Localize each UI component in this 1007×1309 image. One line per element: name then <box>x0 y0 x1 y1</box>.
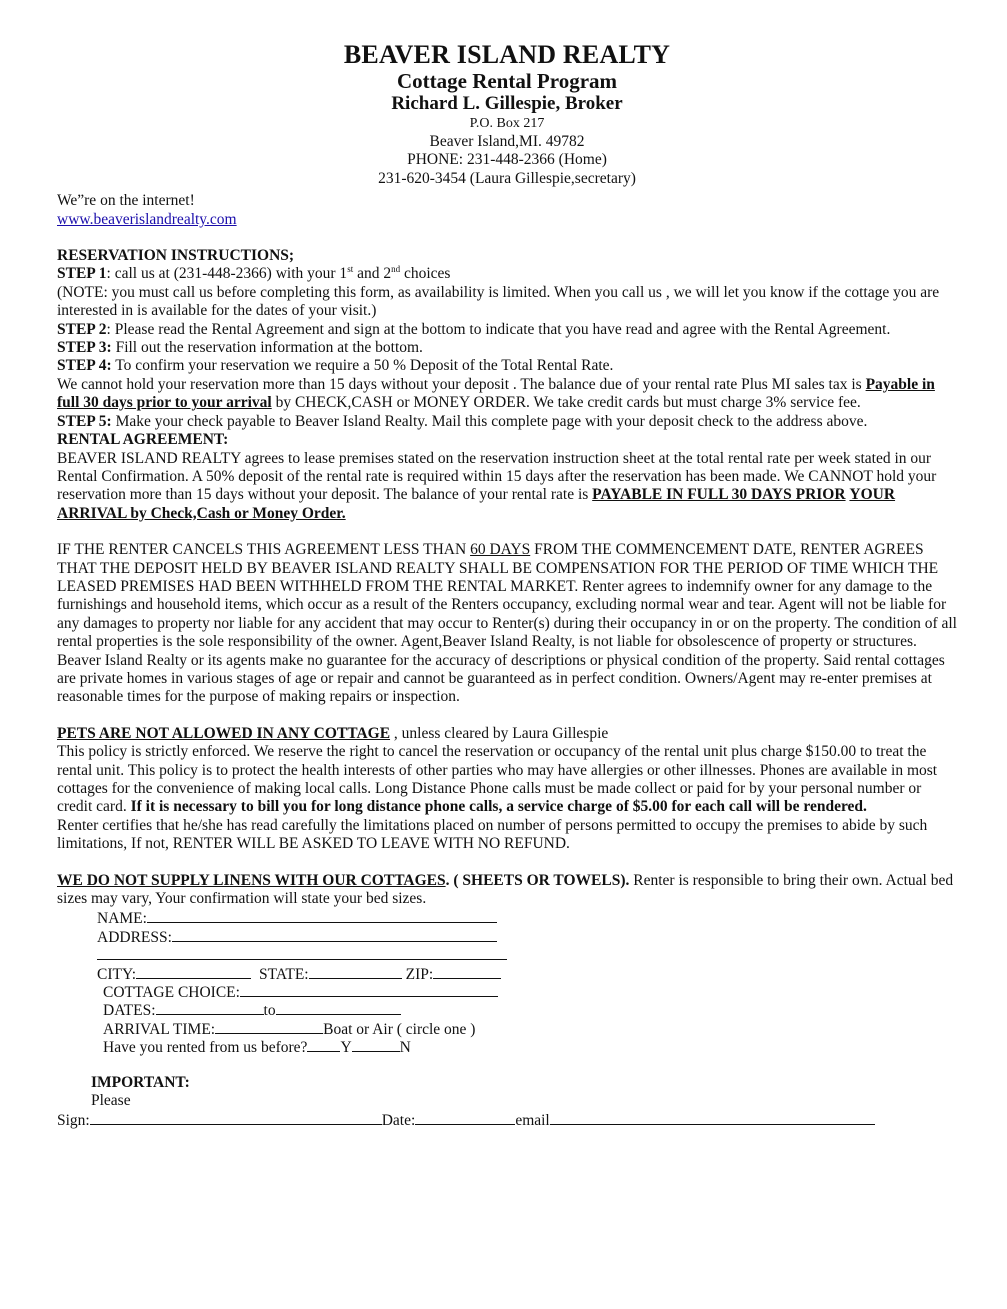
phone-line-secretary: 231-620-3454 (Laura Gillespie,secretary) <box>378 169 636 187</box>
linens-notice: WE DO NOT SUPPLY LINENS WITH OUR COTTAGES. ( SHEETS OR TOWELS). Renter is responsible to bring their own. Actual bed sizes may vary, Your confirmation will state your bed sizes. <box>57 871 954 908</box>
step-3: STEP 3: Fill out the reservation information at the bottom. <box>57 339 423 357</box>
date-to-field[interactable] <box>276 1000 401 1015</box>
rental-form-page <box>57 40 957 1131</box>
state-field[interactable] <box>309 964 402 979</box>
deposit-terms: We cannot hold your reservation more than 15 days without your deposit . The balance due of your rental rate Plus MI sales tax is Payable in full 30 days prior to your arrival by CHECK,CASH or MONEY ORDER. We take credit cards but must charge 3% service fee. <box>57 375 935 412</box>
email-field[interactable] <box>550 1110 875 1125</box>
cancellation-paragraph: IF THE RENTER CANCELS THIS AGREEMENT LESS THAN 60 DAYS FROM THE COMMENCEMENT DATE, RENTER AGREES THAT THE DEPOSIT HELD BY BEAVER ISLAND REALTY SHALL BE COMPENSATION FOR THE PERIOD OF TIME WHICH THE LEASED PREMISES HAD BEEN WITHHELD FROM THE RENTAL MARKET. Renter agrees to indemnify owner for any damage to the furnishings and household items, which occur as a result of the Renters occupancy, excluding normal wear and tear. Agent will not be liable for any damages to property nor liable for any accident that may occur to Renter(s) during their occupancy in or on the property. The condition of all rental properties is the sole responsibility of the owner. Agent,Beaver Island Realty, is not liable for obsolescence of property or structures. Beaver Island Realty or its agents make no guarantee for the accuracy of descriptions or physical condition of the property. Said rental cottages are private homes in various stages of age or repair and cannot be guaranteed as in perfect condition. Owners/Agent may re-enter premises at reasonable times for the purpose of making repairs or inspection. <box>57 541 957 706</box>
agreement-heading: RENTAL AGREEMENT: <box>57 431 229 449</box>
broker-name: Richard L. Gillespie, Broker <box>391 93 623 114</box>
address-field[interactable] <box>172 927 497 942</box>
date-from-field[interactable] <box>156 1000 264 1015</box>
po-box: P.O. Box 217 <box>469 116 545 131</box>
city-line: Beaver Island,MI. 49782 <box>429 133 585 150</box>
step-1-note: (NOTE: you must call us before completing this form, as availability is limited. When you call us , we will let you know if the cottage you are interested in is available for the dates of your visit.) <box>57 283 940 320</box>
step-2: STEP 2: Please read the Rental Agreement and sign at the bottom to indicate that you have read and agree with the Rental Agreement. <box>57 320 891 338</box>
city-state-zip-row: CITY: STATE: ZIP: <box>97 964 957 982</box>
sign-date-field[interactable] <box>415 1110 515 1125</box>
cottage-row: COTTAGE CHOICE: <box>103 982 957 1000</box>
arrival-time-field[interactable] <box>215 1019 323 1034</box>
dates-row: DATES: to <box>103 1000 957 1018</box>
step-5: STEP 5: Make your check payable to Beaver Island Realty. Mail this complete page with your deposit check to the address above. <box>57 412 868 430</box>
important-label: IMPORTANT: <box>91 1073 190 1091</box>
letterhead <box>57 40 957 188</box>
rented-before-row: Have you rented from us before? Y N <box>103 1039 411 1057</box>
pets-heading: PETS ARE NOT ALLOWED IN ANY COTTAGE , unless cleared by Laura Gillespie <box>57 724 609 742</box>
zip-field[interactable] <box>433 964 501 979</box>
cottage-choice-field[interactable] <box>240 982 498 997</box>
name-row: NAME: <box>97 908 957 926</box>
signature-field[interactable] <box>90 1110 382 1125</box>
no-field[interactable] <box>352 1037 400 1052</box>
pets-policy: This policy is strictly enforced. We reserve the right to cancel the reservation or occupancy of the rental unit plus charge $150.00 to treat the rental unit. This policy is to protect the health interests of other parties who may have allergies or other illnesses. Phones are available in most cottages for the convenience of making local calls. Long Distance Phone calls must be made collect or paid for by your personal number or credit card. If it is necessary to bill you for long distance phone calls, a service charge of $5.00 for each call will be rendered. <box>57 743 938 816</box>
please-text: Please <box>91 1091 131 1109</box>
important-block <box>91 1074 957 1111</box>
agreement-paragraph: BEAVER ISLAND REALTY agrees to lease premises stated on the reservation instruction sheet at the total rental rate per week stated in our Rental Confirmation. A 50% deposit of the rental rate is required within 15 days after the reservation has been made. We CANNOT hold your reservation more than 15 days without your deposit. The balance of your rental rate is PAYABLE IN FULL 30 DAYS PRIOR YOUR ARRIVAL by Check,Cash or Money Order. <box>57 449 937 522</box>
yes-field[interactable] <box>307 1037 340 1052</box>
program-title: Cottage Rental Program <box>396 69 618 93</box>
city-field[interactable] <box>136 964 251 979</box>
reservation-form <box>97 908 957 1055</box>
signature-row: Sign: Date: email <box>57 1110 957 1130</box>
internet-note: We”re on the internet! <box>57 192 195 210</box>
address-row: ADDRESS: <box>97 927 957 945</box>
address-line-2 <box>97 945 957 963</box>
address-field-2[interactable] <box>97 945 507 960</box>
instructions-heading: RESERVATION INSTRUCTIONS; <box>57 247 295 265</box>
phone-line: PHONE: 231-448-2366 (Home) <box>407 151 607 169</box>
website-link[interactable]: www.beaverislandrealty.com <box>57 210 237 228</box>
company-name: BEAVER ISLAND REALTY <box>343 40 671 69</box>
step-1: STEP 1: call us at (231-448-2366) with your 1st and 2nd choices <box>57 264 451 283</box>
name-field[interactable] <box>147 908 497 923</box>
step-4: STEP 4: To confirm your reservation we require a 50 % Deposit of the Total Rental Rate. <box>57 357 614 375</box>
occupancy-certification: Renter certifies that he/she has read carefully the limitations placed on number of persons permitted to occupy the premises to abide by such limitations, If not, RENTER WILL BE ASKED TO LEAVE WITH NO REFUND. <box>57 816 928 853</box>
arrival-row: ARRIVAL TIME: Boat or Air ( circle one ) <box>103 1020 476 1038</box>
